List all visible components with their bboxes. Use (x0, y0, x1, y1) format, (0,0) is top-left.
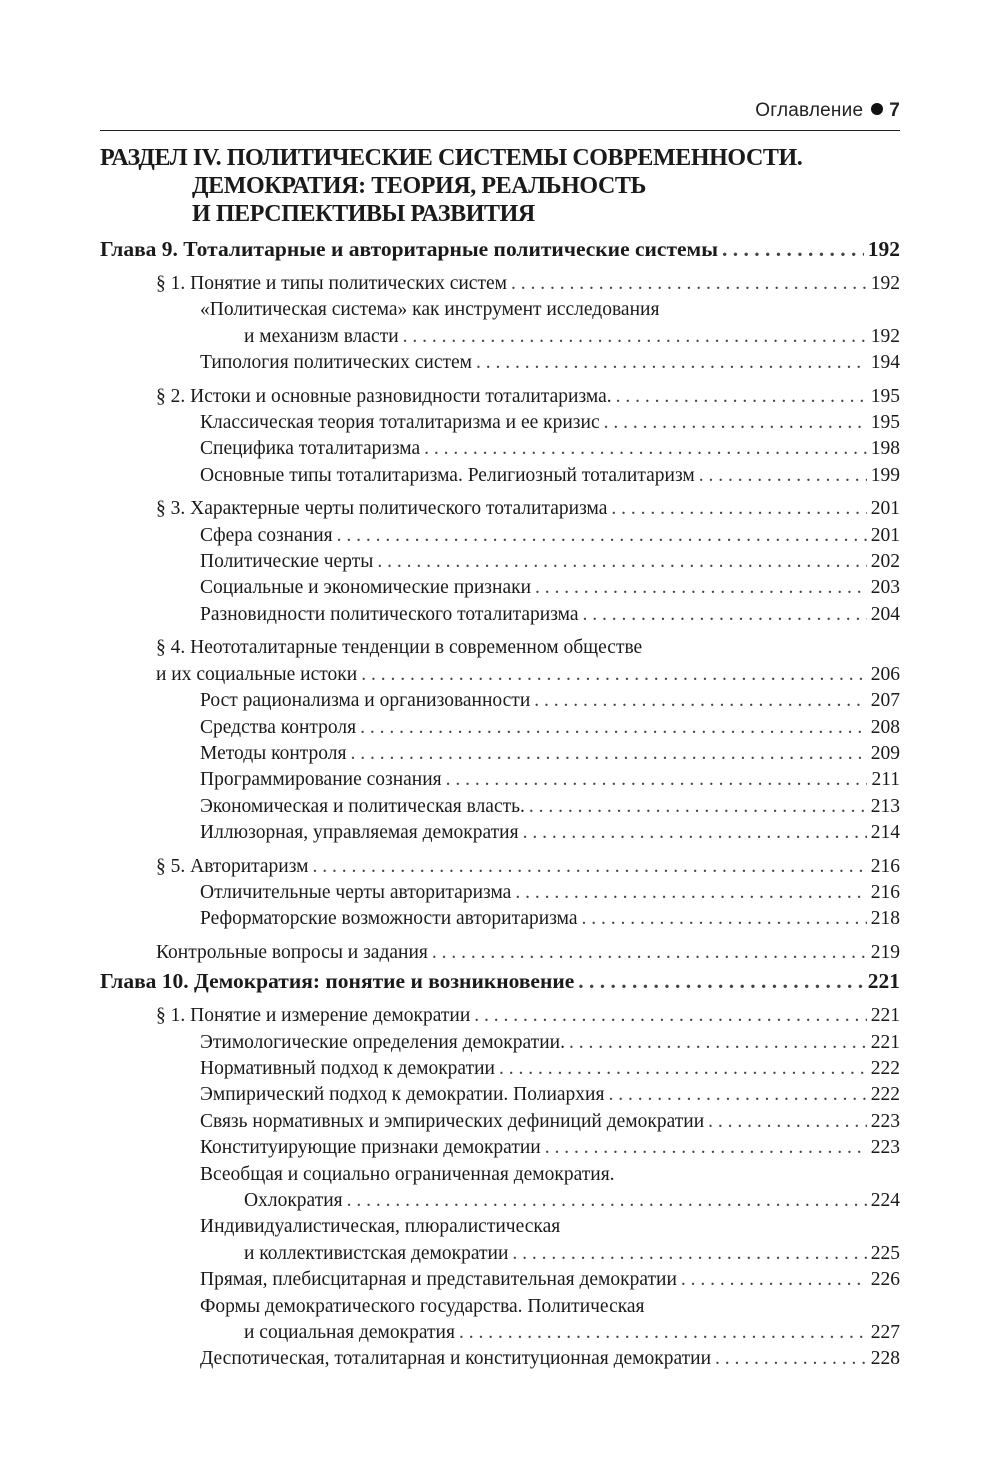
toc-entry-line[interactable]: Всеобщая и социально ограниченная демократия. (200, 1163, 615, 1185)
leader-dots (611, 496, 866, 522)
toc-page: 222 (870, 1057, 900, 1079)
leader-dots (569, 1030, 867, 1056)
toc-page: 198 (870, 438, 900, 460)
toc-entry[interactable] (100, 741, 900, 767)
toc-entry-line[interactable]: Формы демократического государства. Политическая (200, 1295, 645, 1317)
toc-label: Социальные и экономические признаки (200, 577, 532, 599)
toc-entry[interactable] (100, 436, 900, 462)
toc-entry-line[interactable]: «Политическая система» как инструмент исследования (200, 299, 660, 321)
leader-dots (535, 575, 867, 601)
toc-chapter-10[interactable] (100, 966, 900, 996)
leader-dots (681, 1267, 867, 1293)
leader-dots (715, 1346, 867, 1372)
toc-label: и коллективистская демократии (244, 1242, 509, 1264)
header-title: Оглавление (755, 100, 864, 121)
leader-dots (499, 1056, 867, 1082)
toc-page: 194 (870, 352, 900, 374)
toc-entry[interactable] (100, 794, 900, 820)
toc-page: 192 (870, 273, 900, 294)
toc-page: 221 (870, 1005, 900, 1027)
toc-label: Нормативный подход к демократии (200, 1057, 495, 1079)
toc-page: 228 (870, 1348, 900, 1370)
toc-label: Типология политических систем (200, 352, 473, 374)
toc-page: 206 (870, 663, 900, 685)
toc-label: Программирование сознания (200, 769, 442, 791)
toc-entry[interactable] (100, 463, 900, 489)
leader-dots (432, 940, 867, 966)
toc-page: 221 (870, 1031, 900, 1053)
toc-page: 221 (867, 969, 900, 994)
toc-label: Методы контроля (200, 742, 347, 764)
section-title-line-2: ДЕМОКРАТИЯ: ТЕОРИЯ, РЕАЛЬНОСТЬ (192, 173, 646, 199)
toc-page: 203 (870, 577, 900, 599)
toc-page: 192 (870, 325, 900, 347)
leader-dots (545, 1135, 867, 1161)
toc-label: § 1. Понятие и типы политических систем (156, 273, 507, 294)
leader-dots (523, 820, 867, 846)
toc-label: Сфера сознания (200, 524, 333, 546)
toc-page: 208 (870, 716, 900, 738)
toc-entry[interactable] (100, 549, 900, 575)
running-header (100, 100, 900, 131)
toc-page: 211 (871, 769, 900, 791)
table-of-contents (100, 234, 900, 1373)
toc-page: 222 (870, 1084, 900, 1106)
toc-label: Этимологические определения демократии. (200, 1031, 565, 1053)
toc-entry[interactable] (100, 715, 900, 741)
toc-page: 216 (870, 881, 900, 903)
toc-label: Связь нормативных и эмпирических дефиниций демократии (200, 1110, 705, 1132)
toc-chapter-9[interactable] (100, 234, 900, 264)
toc-label: Классическая теория тоталитаризма и ее кризис (200, 412, 600, 434)
toc-entry[interactable] (100, 1241, 900, 1267)
toc-entry[interactable] (100, 688, 900, 714)
toc-entry[interactable] (100, 1135, 900, 1161)
toc-entry[interactable] (100, 1320, 900, 1346)
toc-label: Прямая, плебисцитарная и представительная демократии (200, 1269, 677, 1291)
toc-label: и социальная демократия (244, 1322, 455, 1344)
toc-entry[interactable] (100, 662, 900, 688)
toc-page: 199 (870, 464, 900, 486)
leader-dots (616, 384, 867, 410)
leader-dots (529, 794, 867, 820)
leader-dots (403, 324, 867, 350)
leader-dots (582, 906, 867, 932)
toc-label: Специфика тоталитаризма (200, 438, 421, 460)
toc-label: Реформаторские возможности авторитаризма (200, 908, 578, 930)
toc-page: 209 (870, 742, 900, 764)
section-title-line-3: И ПЕРСПЕКТИВЫ РАЗВИТИЯ (192, 201, 535, 227)
leader-dots (511, 271, 867, 297)
toc-page: 201 (870, 524, 900, 546)
toc-entry[interactable] (100, 350, 900, 376)
leader-dots (534, 688, 866, 714)
toc-page: 219 (870, 941, 900, 963)
header-page-number: 7 (889, 100, 900, 121)
toc-label: § 5. Авторитаризм (156, 855, 309, 877)
toc-page: 201 (870, 498, 900, 520)
toc-label: § 2. Истоки и основные разновидности тоталитаризма. (156, 385, 612, 407)
toc-page: 227 (870, 1322, 900, 1344)
toc-label: Деспотическая, тоталитарная и конституционная демократии (200, 1348, 712, 1370)
toc-entry[interactable] (100, 384, 900, 410)
toc-entry[interactable] (100, 1109, 900, 1135)
toc-label: § 1. Понятие и измерение демократии (156, 1005, 471, 1027)
bullet-icon (871, 103, 883, 115)
toc-page: 195 (870, 412, 900, 434)
toc-label: Конституирующие признаки демократии (200, 1137, 541, 1159)
toc-page: 224 (870, 1190, 900, 1211)
leader-dots (474, 1003, 866, 1029)
toc-entry[interactable] (100, 575, 900, 601)
toc-page: 195 (870, 385, 900, 407)
toc-label: § 3. Характерные черты политического тоталитаризма (156, 498, 608, 520)
toc-page: 226 (870, 1269, 900, 1291)
toc-label: Разновидности политического тоталитаризма (200, 603, 579, 625)
leader-dots (347, 1188, 867, 1214)
leader-dots (608, 1082, 866, 1108)
leader-dots (459, 1320, 867, 1346)
toc-entry[interactable] (100, 271, 900, 297)
toc-page: 216 (870, 855, 900, 877)
toc-label: Политические черты (200, 551, 374, 573)
leader-dots (424, 436, 867, 462)
toc-entry[interactable] (100, 820, 900, 846)
toc-label: Иллюзорная, управляемая демократия (200, 822, 519, 844)
toc-entry[interactable] (100, 602, 900, 628)
toc-label: Глава 10. Демократия: понятие и возникновение (100, 969, 575, 994)
toc-page: 218 (870, 908, 900, 930)
toc-label: Экономическая и политическая власть. (200, 795, 525, 817)
toc-label: Глава 9. Тоталитарные и авторитарные политические системы (100, 237, 718, 261)
leader-dots (337, 523, 867, 549)
toc-entry[interactable] (100, 1056, 900, 1082)
toc-page: 192 (867, 237, 900, 261)
leader-dots (361, 662, 867, 688)
toc-label: и их социальные истоки (156, 663, 358, 685)
leader-dots (515, 880, 866, 906)
leader-dots (583, 602, 867, 628)
leader-dots (578, 966, 863, 996)
leader-dots (722, 234, 864, 264)
toc-page: 214 (870, 822, 900, 844)
toc-entry[interactable] (100, 906, 900, 932)
toc-entry[interactable] (100, 496, 900, 522)
toc-entry[interactable] (100, 410, 900, 436)
toc-page: 225 (870, 1242, 900, 1264)
toc-entry[interactable] (100, 324, 900, 350)
toc-entry[interactable] (100, 1003, 900, 1029)
toc-page: 204 (870, 603, 900, 625)
toc-entry[interactable] (100, 523, 900, 549)
toc-entry-line[interactable]: § 4. Неототалитарные тенденции в современном обществе (156, 637, 643, 659)
section-title-line-1: РАЗДЕЛ IV. ПОЛИТИЧЕСКИЕ СИСТЕМЫ СОВРЕМЕННОСТИ. (100, 145, 803, 171)
toc-entry[interactable] (100, 880, 900, 906)
leader-dots (360, 715, 867, 741)
toc-label: Эмпирический подход к демократии. Полиархия (200, 1084, 605, 1106)
toc-page: 223 (870, 1110, 900, 1132)
leader-dots (313, 854, 867, 880)
toc-label: и механизм власти (244, 325, 399, 347)
toc-entry[interactable] (100, 1346, 900, 1372)
header-text (755, 100, 900, 122)
leader-dots (699, 463, 867, 489)
section-title (100, 144, 900, 228)
toc-entry[interactable] (100, 1082, 900, 1108)
toc-entry[interactable] (100, 1267, 900, 1293)
toc-entry[interactable] (100, 940, 900, 966)
toc-entry[interactable] (100, 767, 900, 793)
toc-label: Контрольные вопросы и задания (156, 941, 428, 963)
toc-page: 223 (870, 1137, 900, 1159)
toc-entry[interactable] (100, 854, 900, 880)
toc-page: 213 (870, 795, 900, 817)
toc-entry[interactable] (100, 1030, 900, 1056)
leader-dots (604, 410, 867, 436)
leader-dots (476, 350, 867, 376)
toc-page: 207 (870, 690, 900, 712)
toc-label: Отличительные черты авторитаризма (200, 881, 512, 903)
leader-dots (512, 1241, 866, 1267)
toc-entry[interactable] (100, 1188, 900, 1214)
toc-label: Рост рационализма и организованности (200, 690, 531, 712)
leader-dots (350, 741, 866, 767)
leader-dots (708, 1109, 867, 1135)
toc-page: 202 (870, 551, 900, 573)
toc-entry-line[interactable]: Индивидуалистическая, плюралистическая (200, 1216, 561, 1238)
leader-dots (446, 767, 868, 793)
toc-label: Средства контроля (200, 716, 357, 738)
toc-label: Основные типы тоталитаризма. Религиозный тоталитаризм (200, 464, 695, 486)
toc-label: Охлократия (244, 1190, 343, 1211)
leader-dots (377, 549, 866, 575)
